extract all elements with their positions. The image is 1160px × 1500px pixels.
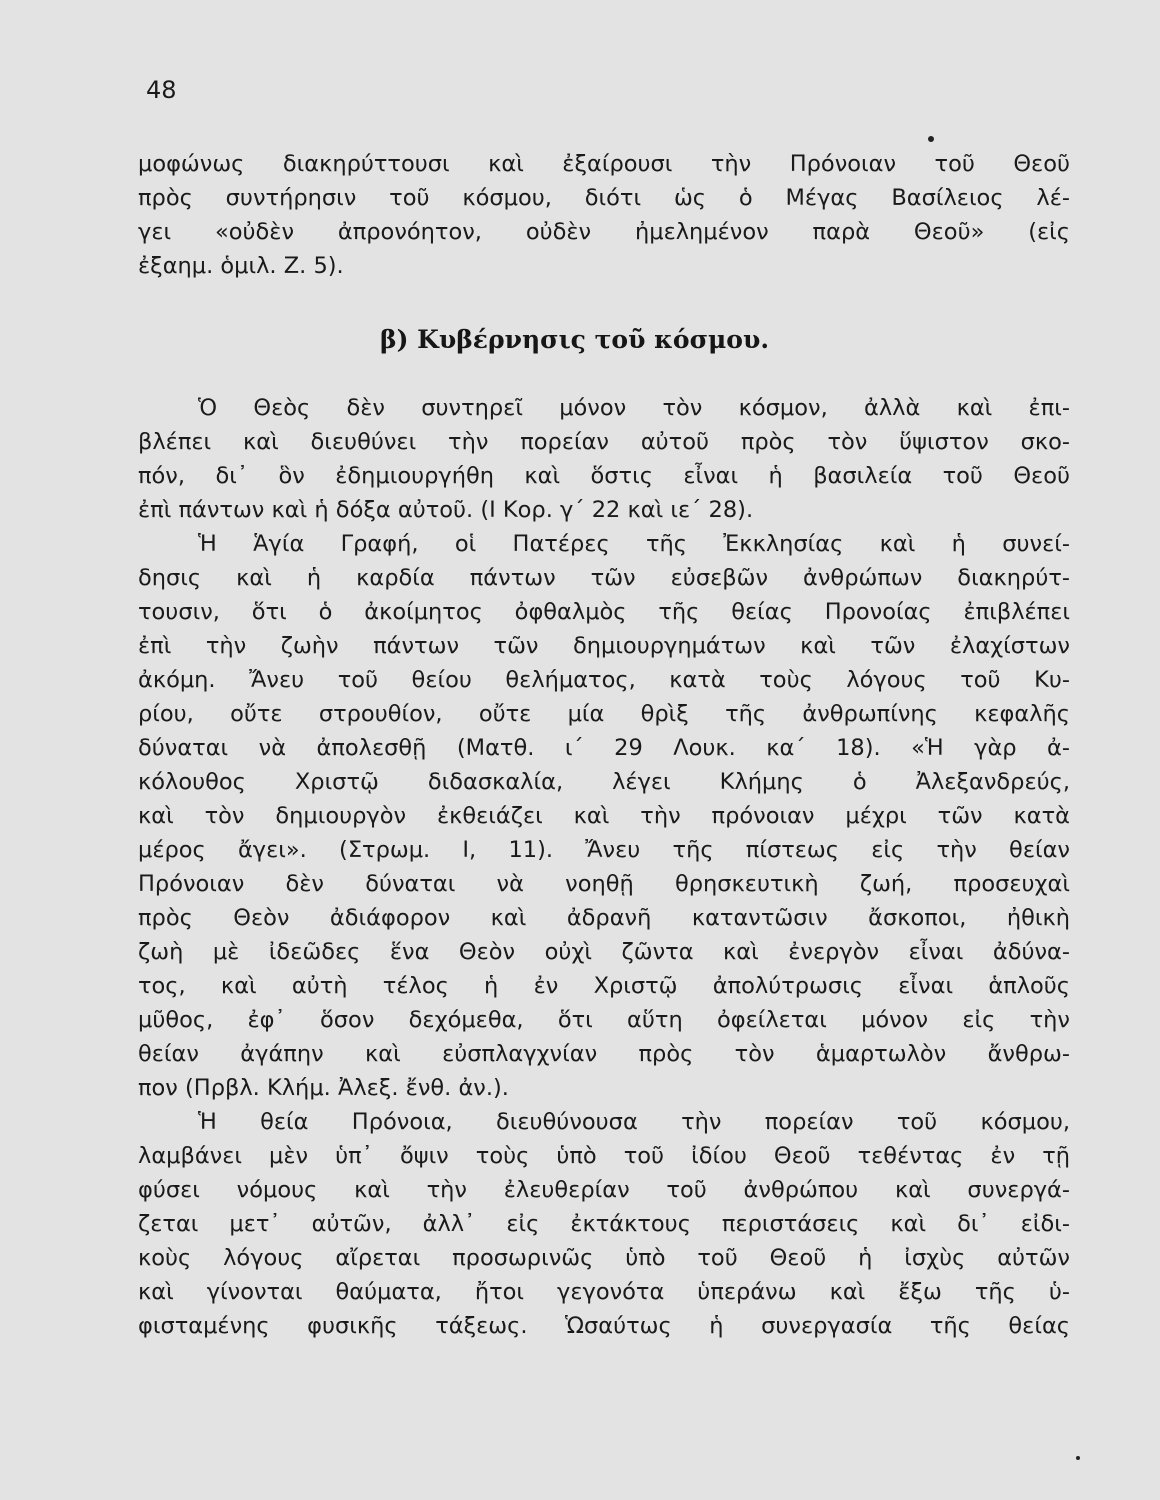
text-line: φισταμένης φυσικῆς τάξεως. Ὡσαύτως ἡ συνεργασία τῆς θείας bbox=[138, 1313, 1070, 1339]
text-line: τος, καὶ αὐτὴ τέλος ἡ ἐν Χριστῷ ἀπολύτρωσις εἶναι ἁπλοῦς bbox=[138, 973, 1070, 999]
text-line: δύναται νὰ ἀπολεσθῇ (Ματθ. ι΄ 29 Λουκ. κα΄ 18). «Ἡ γὰρ ἀ- bbox=[138, 735, 1070, 761]
text-line: ζωὴ μὲ ἰδεῶδες ἕνα Θεὸν οὐχὶ ζῶντα καὶ ἐνεργὸν εἶναι ἀδύνα- bbox=[138, 939, 1070, 965]
text-line: φύσει νόμους καὶ τὴν ἐλευθερίαν τοῦ ἀνθρώπου καὶ συνεργά- bbox=[138, 1177, 1070, 1203]
text-line: γει «οὐδὲν ἀπρονόητον, οὐδὲν ἠμελημένον παρὰ Θεοῦ» (εἰς bbox=[138, 219, 1070, 245]
text-line: καὶ γίνονται θαύματα, ἤτοι γεγονότα ὑπεράνω καὶ ἔξω τῆς ὑ- bbox=[138, 1279, 1070, 1305]
ink-speck bbox=[928, 136, 934, 142]
text-line: πον (Πρβλ. Κλήμ. Ἀλεξ. ἔνθ. ἀν.). bbox=[138, 1075, 509, 1101]
text-line: κόλουθος Χριστῷ διδασκαλία, λέγει Κλήμης ὁ Ἀλεξανδρεύς, bbox=[138, 769, 1070, 795]
text-line: Ἡ Ἁγία Γραφή, οἱ Πατέρες τῆς Ἐκκλησίας καὶ ἡ συνεί- bbox=[198, 531, 1070, 557]
text-line: μέρος ἄγει». (Στρωμ. Ι, 11). Ἄνευ τῆς πίστεως εἰς τὴν θείαν bbox=[138, 837, 1070, 863]
text-line: μῦθος, ἐφ᾽ ὅσον δεχόμεθα, ὅτι αὕτη ὀφείλεται μόνον εἰς τὴν bbox=[138, 1007, 1070, 1033]
page-number: 48 bbox=[146, 76, 177, 104]
text-line: λαμβάνει μὲν ὑπ᾽ ὄψιν τοὺς ὑπὸ τοῦ ἰδίου Θεοῦ τεθέντας ἐν τῇ bbox=[138, 1143, 1070, 1169]
text-line: ζεται μετ᾽ αὐτῶν, ἀλλ᾽ εἰς ἐκτάκτους περιστάσεις καὶ δι᾽ εἰδι- bbox=[138, 1211, 1070, 1237]
text-line: Ἡ θεία Πρόνοια, διευθύνουσα τὴν πορείαν τοῦ κόσμου, bbox=[198, 1109, 1070, 1135]
text-line: μοφώνως διακηρύττουσι καὶ ἐξαίρουσι τὴν Πρόνοιαν τοῦ Θεοῦ bbox=[138, 151, 1070, 177]
text-line: πρὸς συντήρησιν τοῦ κόσμου, διότι ὡς ὁ Μέγας Βασίλειος λέ- bbox=[138, 185, 1070, 211]
text-line: ρίου, οὔτε στρουθίον, οὔτε μία θρὶξ τῆς ἀνθρωπίνης κεφαλῆς bbox=[138, 701, 1070, 727]
text-line: ἐξαημ. ὁμιλ. Ζ. 5). bbox=[138, 253, 344, 279]
text-line: Πρόνοιαν δὲν δύναται νὰ νοηθῇ θρησκευτικὴ ζωή, προσευχαὶ bbox=[138, 871, 1070, 897]
section-heading: β) Κυβέρνησις τοῦ κόσμου. bbox=[380, 325, 770, 354]
text-line: τουσιν, ὅτι ὁ ἀκοίμητος ὀφθαλμὸς τῆς θείας Προνοίας ἐπιβλέπει bbox=[138, 599, 1070, 625]
text-line: ἐπὶ τὴν ζωὴν πάντων τῶν δημιουργημάτων καὶ τῶν ἐλαχίστων bbox=[138, 633, 1070, 659]
text-line: πόν, δι᾽ ὃν ἐδημιουργήθη καὶ ὅστις εἶναι ἡ βασιλεία τοῦ Θεοῦ bbox=[138, 463, 1070, 489]
text-line: ἀκόμη. Ἄνευ τοῦ θείου θελήματος, κατὰ τοὺς λόγους τοῦ Κυ- bbox=[138, 667, 1070, 693]
text-line: βλέπει καὶ διευθύνει τὴν πορείαν αὐτοῦ πρὸς τὸν ὕψιστον σκο- bbox=[138, 429, 1070, 455]
text-line: ἐπὶ πάντων καὶ ἡ δόξα αὐτοῦ. (Ι Κορ. γ΄ 22 καὶ ιε΄ 28). bbox=[138, 497, 754, 523]
ink-speck bbox=[1076, 1456, 1080, 1460]
text-line: καὶ τὸν δημιουργὸν ἐκθειάζει καὶ τὴν πρόνοιαν μέχρι τῶν κατὰ bbox=[138, 803, 1070, 829]
text-line: θείαν ἀγάπην καὶ εὐσπλαγχνίαν πρὸς τὸν ἁμαρτωλὸν ἄνθρω- bbox=[138, 1041, 1070, 1067]
text-line: Ὁ Θεὸς δὲν συντηρεῖ μόνον τὸν κόσμον, ἀλλὰ καὶ ἐπι- bbox=[198, 395, 1070, 421]
text-line: πρὸς Θεὸν ἀδιάφορον καὶ ἀδρανῆ καταντῶσιν ἄσκοποι, ἠθικὴ bbox=[138, 905, 1070, 931]
text-line: κοὺς λόγους αἴρεται προσωρινῶς ὑπὸ τοῦ Θεοῦ ἡ ἰσχὺς αὐτῶν bbox=[138, 1245, 1070, 1271]
text-line: δησις καὶ ἡ καρδία πάντων τῶν εὐσεβῶν ἀνθρώπων διακηρύτ- bbox=[138, 565, 1070, 591]
